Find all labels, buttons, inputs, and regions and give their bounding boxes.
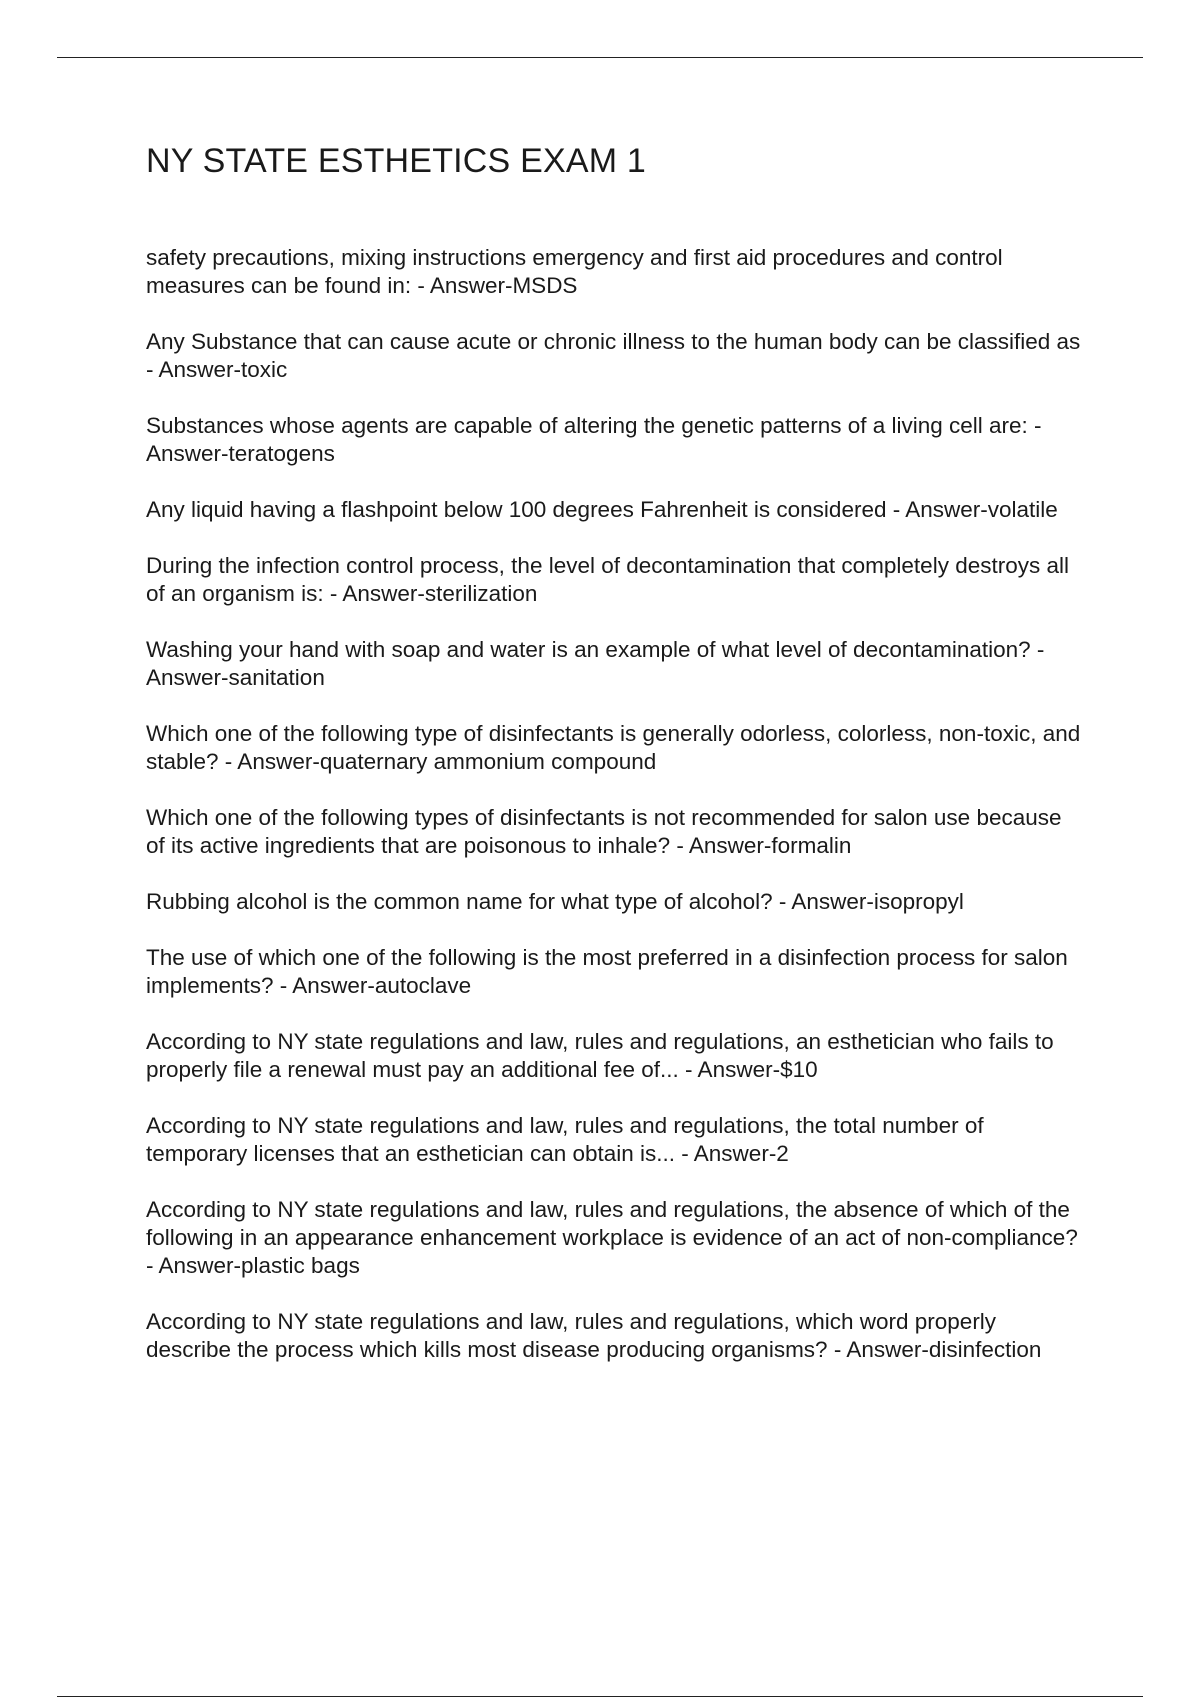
qa-item: According to NY state regulations and law, rules and regulations, which word properly describe the process which kills most disease producing organisms? - Answer-disinfection xyxy=(146,1309,1042,1362)
qa-item: During the infection control process, the level of decontamination that completely destroys all of an organism is: - Answer-sterilization xyxy=(146,553,1069,606)
qa-item: Any liquid having a flashpoint below 100 degrees Fahrenheit is considered - Answer-volatile xyxy=(146,497,1058,522)
qa-item: Which one of the following type of disinfectants is generally odorless, colorless, non-toxic, and stable? - Answer-quaternary ammonium compound xyxy=(146,721,1081,774)
qa-item: Rubbing alcohol is the common name for what type of alcohol? - Answer-isopropyl xyxy=(146,889,964,914)
qa-item: The use of which one of the following is the most preferred in a disinfection process for salon implements? - Answer-autoclave xyxy=(146,945,1068,998)
qa-item: safety precautions, mixing instructions emergency and first aid procedures and control measures can be found in: - Answer-MSDS xyxy=(146,245,1003,298)
qa-item: Any Substance that can cause acute or chronic illness to the human body can be classified as - Answer-toxic xyxy=(146,329,1081,382)
bottom-divider xyxy=(57,1696,1143,1697)
qa-item: Which one of the following types of disinfectants is not recommended for salon use because of its active ingredients that are poisonous to inhale? - Answer-formalin xyxy=(146,805,1062,858)
qa-item: According to NY state regulations and law, rules and regulations, the absence of which of the following in an appearance enhancement workplace is evidence of an act of non-compliance? - Answer-plastic bags xyxy=(146,1197,1078,1278)
qa-item: According to NY state regulations and law, rules and regulations, an esthetician who fails to properly file a renewal must pay an additional fee of... - Answer-$10 xyxy=(146,1029,1054,1082)
question-answer-list xyxy=(146,244,1086,1392)
qa-item: According to NY state regulations and law, rules and regulations, the total number of temporary licenses that an esthetician can obtain is... - Answer-2 xyxy=(146,1113,984,1166)
page-title: NY STATE ESTHETICS EXAM 1 xyxy=(146,142,646,180)
top-divider xyxy=(57,57,1143,58)
qa-item: Substances whose agents are capable of altering the genetic patterns of a living cell are: - Answer-teratogens xyxy=(146,413,1042,466)
qa-item: Washing your hand with soap and water is an example of what level of decontamination? - Answer-sanitation xyxy=(146,637,1045,690)
